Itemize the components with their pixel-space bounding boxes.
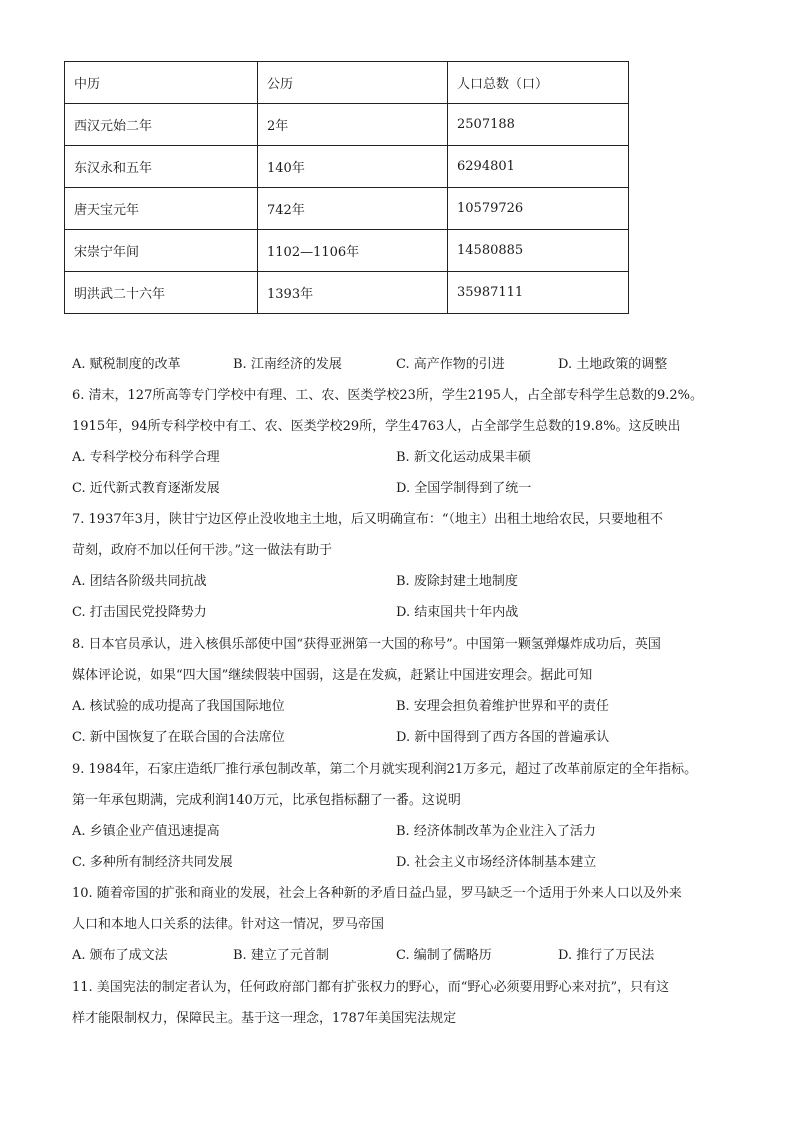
population-table <box>64 61 629 314</box>
q11-stem-line-1: 11. 美国宪法的制定者认为，任何政府部门都有扩张权力的野心，而“野心必须要用野心来对抗”，只有这 <box>72 980 670 995</box>
q7-option-b[interactable]: B. 废除封建土地制度 <box>396 574 518 589</box>
q8-option-a[interactable]: A. 核试验的成功提高了我国国际地位 <box>72 699 285 714</box>
table-header-cell: 公历 <box>258 62 448 104</box>
table-cell: 35987111 <box>448 272 629 314</box>
q7-stem-line-1: 7. 1937年3月，陕甘宁边区停止没收地主土地，后又明确宣布：“（地主）出租土地给农民，只要地租不 <box>72 512 664 527</box>
q5-option-c[interactable]: C. 高产作物的引进 <box>396 357 505 372</box>
q7-option-d[interactable]: D. 结束国共十年内战 <box>396 605 519 620</box>
table-header-cell: 中历 <box>65 62 258 104</box>
q9-option-a[interactable]: A. 乡镇企业产值迅速提高 <box>72 824 220 839</box>
q5-option-a[interactable]: A. 赋税制度的改革 <box>72 357 181 372</box>
table-cell: 6294801 <box>448 146 629 188</box>
q7-stem-line-2: 苛刻，政府不加以任何干涉。”这一做法有助于 <box>72 543 333 558</box>
q10-stem-line-2: 人口和本地人口关系的法律。针对这一情况，罗马帝国 <box>72 917 385 932</box>
q5-option-d[interactable]: D. 土地政策的调整 <box>558 357 668 372</box>
q6-option-d[interactable]: D. 全国学制得到了统一 <box>396 481 532 496</box>
table-row <box>65 146 629 188</box>
table-cell: 10579726 <box>448 188 629 230</box>
table-cell: 2507188 <box>448 104 629 146</box>
table-cell: 742年 <box>258 188 448 230</box>
q9-stem-line-1: 9. 1984年，石家庄造纸厂推行承包制改革，第二个月就实现利润21万多元，超过了改革前原定的全年指标。 <box>72 762 698 777</box>
q10-option-a[interactable]: A. 颁布了成文法 <box>72 948 168 963</box>
q6-option-a[interactable]: A. 专科学校分布科学合理 <box>72 450 220 465</box>
q5-option-b[interactable]: B. 江南经济的发展 <box>233 357 342 372</box>
table-cell: 1102—1106年 <box>258 230 448 272</box>
q6-option-b[interactable]: B. 新文化运动成果丰硕 <box>396 450 531 465</box>
table-cell: 明洪武二十六年 <box>65 272 258 314</box>
table-cell: 东汉永和五年 <box>65 146 258 188</box>
q7-option-a[interactable]: A. 团结各阶级共同抗战 <box>72 574 207 589</box>
table-cell: 西汉元始二年 <box>65 104 258 146</box>
q8-stem-line-1: 8. 日本官员承认，进入核俱乐部使中国“获得亚洲第一大国的称号”。中国第一颗氢弹爆炸成功后，英国 <box>72 637 661 652</box>
table-cell: 14580885 <box>448 230 629 272</box>
q8-stem-line-2: 媒体评论说，如果“四大国”继续假装中国弱，这是在发疯，赶紧让中国进安理会。据此可知 <box>72 668 593 683</box>
q9-option-b[interactable]: B. 经济体制改革为企业注入了活力 <box>396 824 596 839</box>
q8-option-b[interactable]: B. 安理会担负着维护世界和平的责任 <box>396 699 609 714</box>
q10-stem-line-1: 10. 随着帝国的扩张和商业的发展，社会上各种新的矛盾日益凸显，罗马缺乏一个适用于外来人口以及外来 <box>72 886 682 901</box>
table-cell: 宋崇宁年间 <box>65 230 258 272</box>
q6-stem-line-2: 1915年，94所专科学校中有工、农、医类学校29所，学生4763人，占全部学生总数的19.8%。这反映出 <box>72 419 681 434</box>
table-header-row <box>65 62 629 104</box>
table-cell: 1393年 <box>258 272 448 314</box>
q9-option-c[interactable]: C. 多种所有制经济共同发展 <box>72 855 233 870</box>
q9-option-d[interactable]: D. 社会主义市场经济体制基本建立 <box>396 855 597 870</box>
q10-option-c[interactable]: C. 编制了儒略历 <box>396 948 492 963</box>
q6-stem-line-1: 6. 清末，127所高等专门学校中有理、工、农、医类学校23所，学生2195人，占全部专科学生总数的9.2%。 <box>72 388 704 403</box>
table-header-cell: 人口总数（口） <box>448 62 629 104</box>
table-cell: 唐天宝元年 <box>65 188 258 230</box>
table-cell: 2年 <box>258 104 448 146</box>
table-row <box>65 188 629 230</box>
q6-option-c[interactable]: C. 近代新式教育逐渐发展 <box>72 481 220 496</box>
q10-option-d[interactable]: D. 推行了万民法 <box>558 948 655 963</box>
q10-option-b[interactable]: B. 建立了元首制 <box>233 948 329 963</box>
table-row <box>65 104 629 146</box>
table-row <box>65 272 629 314</box>
q11-stem-line-2: 样才能限制权力，保障民主。基于这一理念，1787年美国宪法规定 <box>72 1011 457 1026</box>
table-row <box>65 230 629 272</box>
q8-option-d[interactable]: D. 新中国得到了西方各国的普遍承认 <box>396 730 610 745</box>
q8-option-c[interactable]: C. 新中国恢复了在联合国的合法席位 <box>72 730 285 745</box>
q7-option-c[interactable]: C. 打击国民党投降势力 <box>72 605 207 620</box>
q9-stem-line-2: 第一年承包期满，完成利润140万元，比承包指标翻了一番。这说明 <box>72 793 461 808</box>
table-cell: 140年 <box>258 146 448 188</box>
